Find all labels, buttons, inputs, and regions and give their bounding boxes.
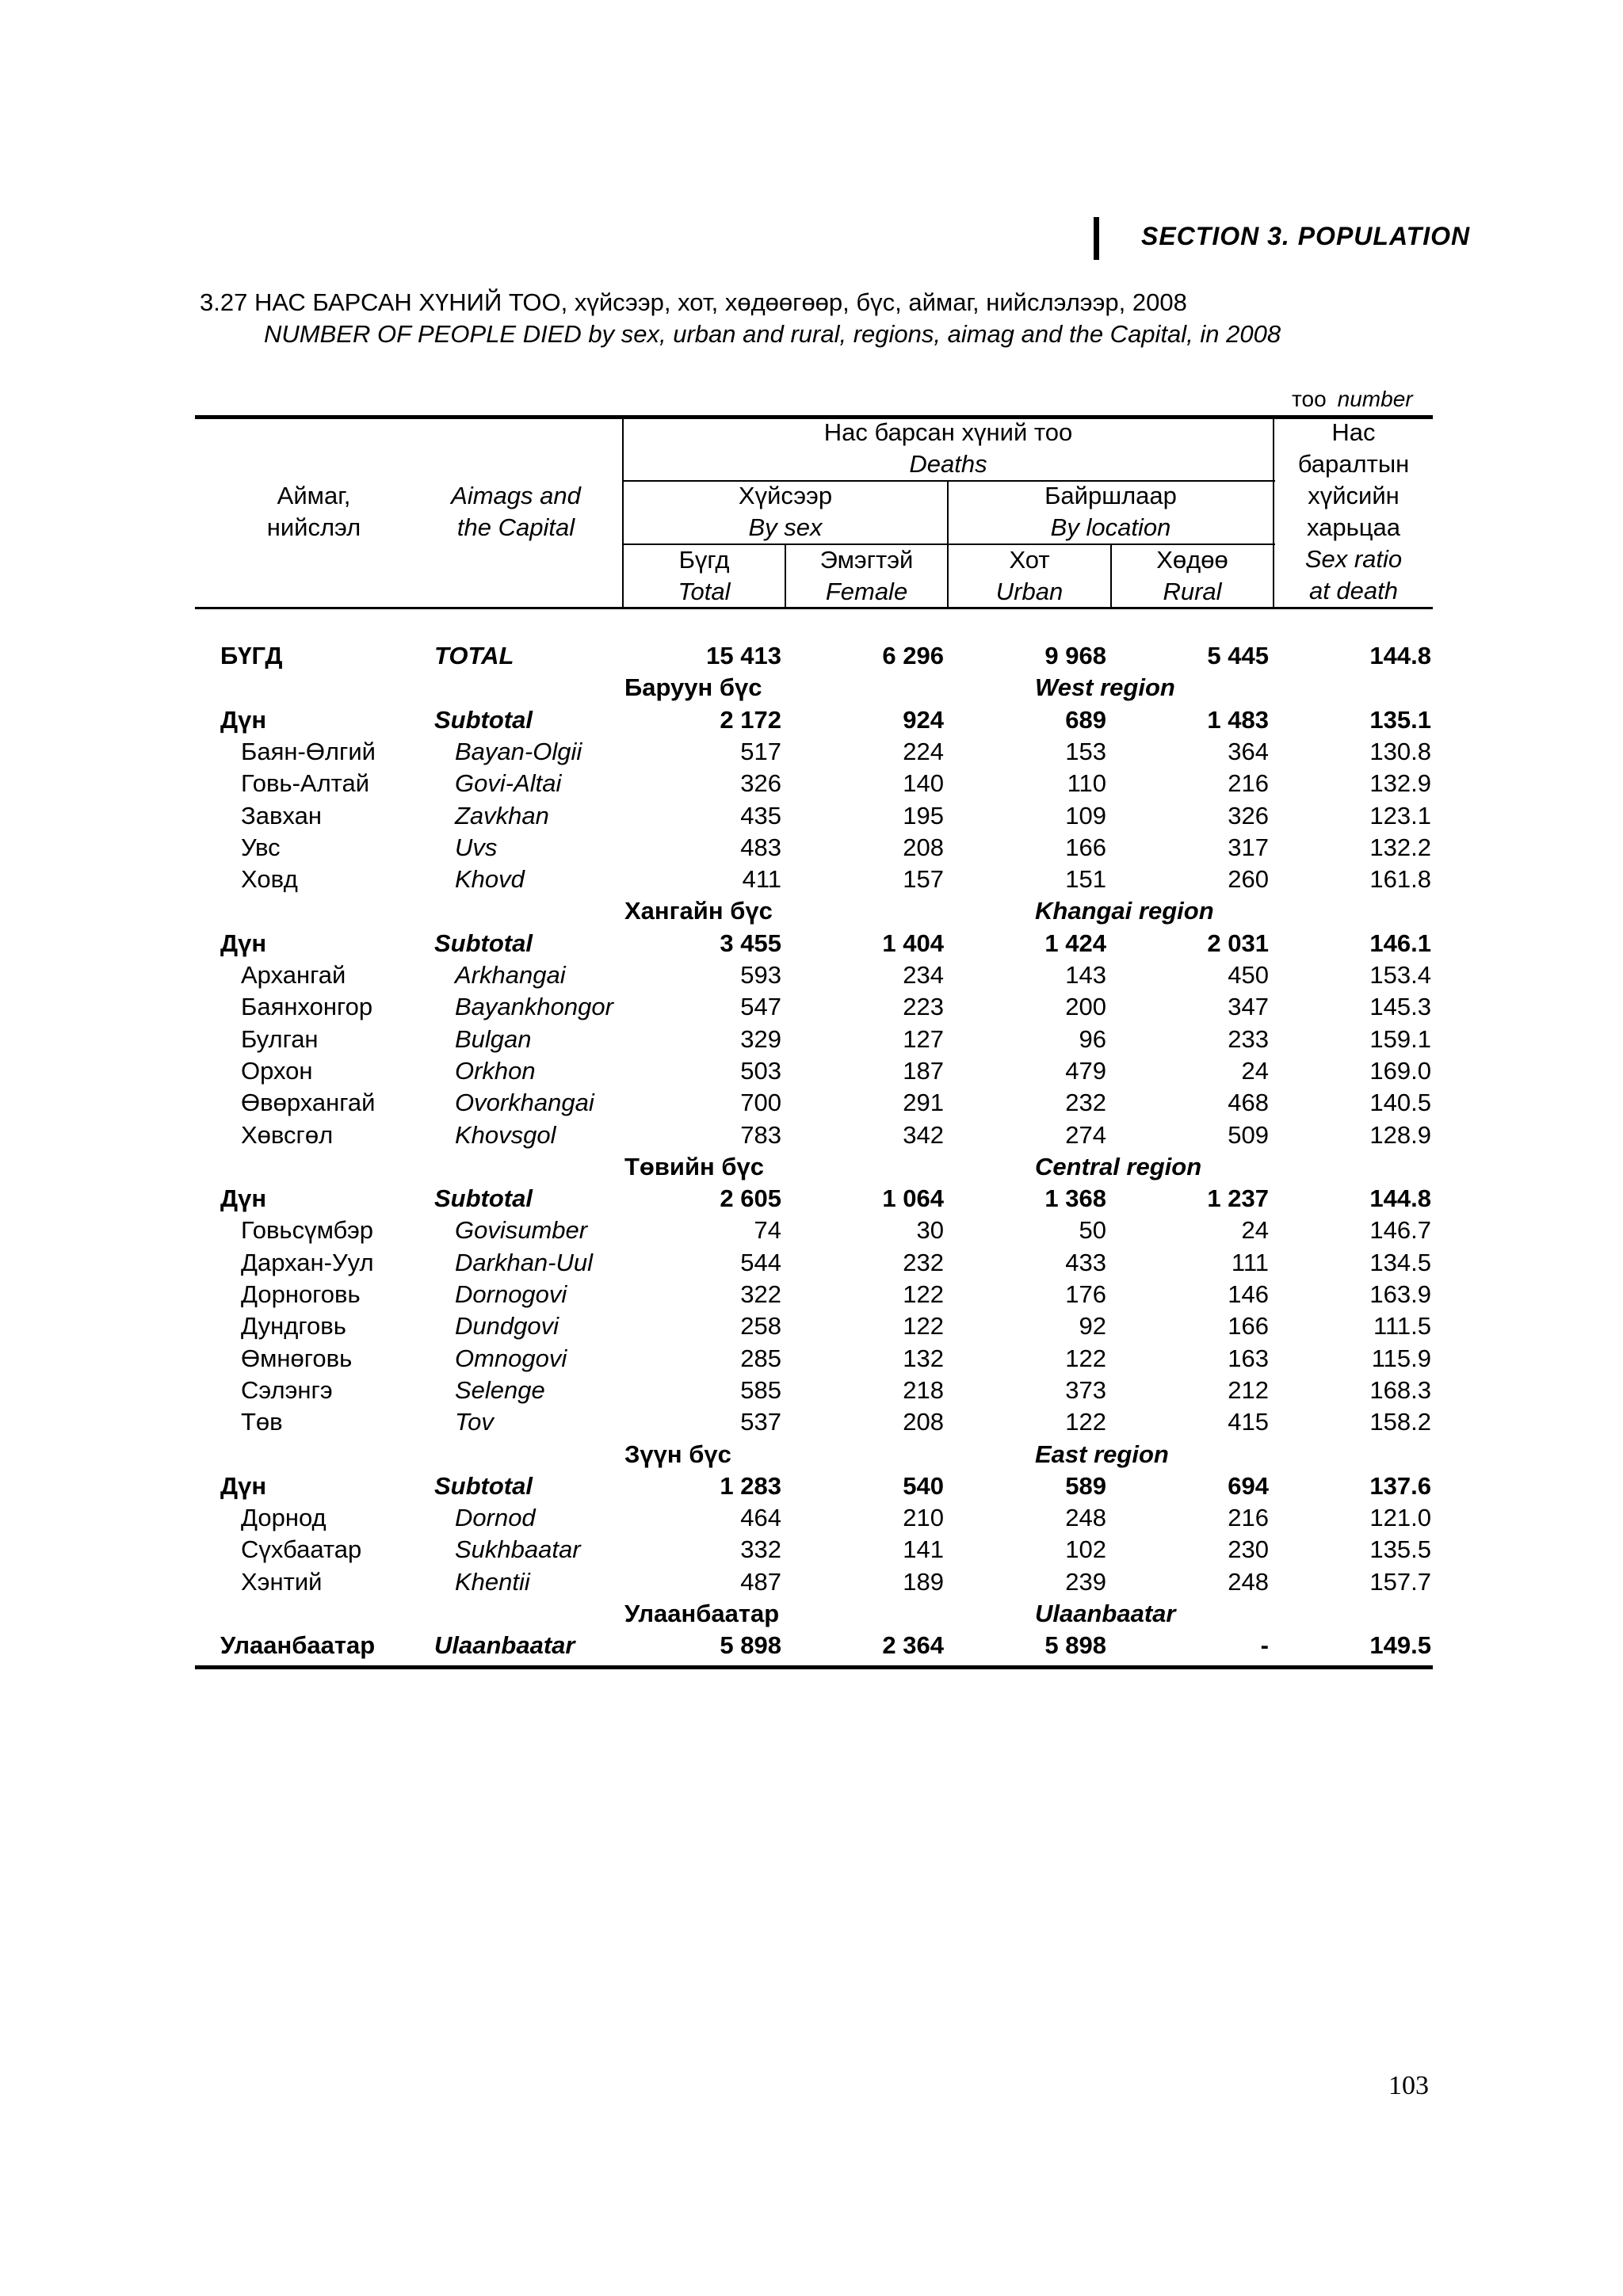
cell-ratio: 159.1 [1369, 1024, 1431, 1053]
cell-rural: 216 [1228, 1504, 1269, 1532]
cell-total: 74 [754, 1216, 781, 1245]
cell-rural: 326 [1228, 801, 1269, 830]
total-row [195, 640, 1433, 672]
table-row [195, 991, 1433, 1023]
cell-ratio: 146.7 [1369, 1216, 1431, 1245]
aimag-name-mn: Дорноговь [241, 1280, 361, 1308]
aimag-name-mn: Баян-Өлгий [241, 737, 376, 765]
cell-rural: 24 [1241, 1216, 1269, 1245]
byloc-header: Байршлаар By location [1044, 482, 1177, 541]
aimag-name-mn: Баянхонгор [241, 993, 373, 1021]
cell-female: 208 [903, 833, 944, 861]
aimag-name-mn: Дүн [220, 705, 267, 734]
cell-female: 141 [903, 1535, 944, 1564]
aimag-name-en: Khovsgol [455, 1120, 556, 1149]
aimag-name-en: Subtotal [434, 1471, 533, 1500]
table-row [195, 1279, 1433, 1310]
cell-ratio: 169.0 [1369, 1056, 1431, 1085]
cell-rural: 415 [1228, 1408, 1269, 1436]
cell-female: 140 [903, 769, 944, 798]
region-name-mn: Баруун бүс [624, 673, 762, 702]
cell-rural: 163 [1228, 1344, 1269, 1372]
cell-female: 195 [903, 801, 944, 830]
cell-total: 411 [742, 865, 781, 894]
cell-total: 435 [740, 801, 781, 830]
cell-female: 208 [903, 1408, 944, 1436]
table-row [195, 959, 1433, 991]
region-name-en: Central region [1035, 1152, 1202, 1180]
aimag-name-en: Subtotal [434, 705, 533, 734]
bysex-header: Хүйсээр By sex [738, 482, 833, 541]
unit-en: number [1337, 387, 1413, 411]
cell-rural: 2 031 [1207, 929, 1269, 957]
table-row [195, 864, 1433, 895]
aimag-name-mn: Сүхбаатар [241, 1535, 362, 1564]
region-name-en: Ulaanbaatar [1035, 1600, 1176, 1627]
cell-rural: 111 [1231, 1248, 1269, 1276]
cell-female: 291 [903, 1089, 944, 1117]
cell-rural: 694 [1228, 1471, 1269, 1500]
aimag-name-en: Govi-Altai [455, 769, 562, 798]
cell-female: 234 [903, 961, 944, 989]
cell-total: 326 [740, 769, 781, 798]
cell-urban: 433 [1065, 1248, 1106, 1276]
subtotal-row [195, 1183, 1433, 1215]
region-heading-row [195, 1439, 1433, 1470]
aimag-name-en: Ulaanbaatar [434, 1631, 575, 1660]
aimag-name-en: Dornogovi [455, 1280, 567, 1308]
cell-ratio: 111.5 [1373, 1312, 1431, 1341]
cell-rural: 233 [1228, 1024, 1269, 1053]
cell-total: 322 [740, 1280, 781, 1308]
aimag-name-en: Bayankhongor [455, 993, 613, 1021]
cell-total: 258 [740, 1312, 781, 1341]
section-header [1094, 217, 1471, 261]
aimag-mn-header: Аймаг, нийслэл [266, 482, 361, 541]
cell-female: 218 [903, 1375, 944, 1404]
cell-ratio: 140.5 [1369, 1089, 1431, 1117]
table-header [195, 415, 1433, 610]
aimag-name-mn: Архангай [241, 961, 346, 989]
cell-urban: 232 [1065, 1089, 1106, 1117]
region-name-mn: Зүүн бүс [624, 1440, 731, 1468]
aimag-name-en: Subtotal [434, 1184, 533, 1213]
aimag-name-mn: Дүн [220, 1184, 267, 1213]
cell-female: 30 [916, 1216, 944, 1245]
cell-ratio: 132.2 [1369, 833, 1431, 861]
unit-label [1292, 387, 1413, 412]
table-row [195, 1215, 1433, 1246]
cell-ratio: 128.9 [1369, 1120, 1431, 1149]
region-name-en: Khangai region [1035, 897, 1214, 925]
table-row [195, 736, 1433, 768]
cell-rural: 248 [1228, 1567, 1269, 1596]
cell-female: 1 064 [882, 1184, 944, 1213]
aimag-name-mn: Хэнтий [241, 1567, 323, 1596]
aimag-name-mn: Хөвсгөл [241, 1120, 334, 1149]
cell-female: 122 [903, 1312, 944, 1341]
female-header: Эмэгтэй Female [819, 546, 914, 605]
table-row [195, 1055, 1433, 1087]
cell-rural: 364 [1228, 737, 1269, 765]
cell-ratio: 163.9 [1369, 1280, 1431, 1308]
table-row [195, 1375, 1433, 1406]
aimag-name-mn: Дүн [220, 929, 267, 957]
cell-ratio: 134.5 [1369, 1248, 1431, 1276]
cell-female: 157 [903, 865, 944, 894]
cell-urban: 1 424 [1044, 929, 1106, 957]
cell-rural: 468 [1228, 1089, 1269, 1117]
cell-rural: 347 [1228, 993, 1269, 1021]
aimag-name-mn: Говьсүмбэр [241, 1216, 374, 1245]
cell-total: 503 [740, 1056, 781, 1085]
aimag-name-en: Khentii [455, 1567, 530, 1596]
region-name-en: West region [1035, 673, 1175, 702]
table-row [195, 1024, 1433, 1055]
cell-rural: 5 445 [1207, 642, 1269, 669]
cell-female: 127 [903, 1024, 944, 1053]
cell-urban: 589 [1065, 1471, 1106, 1500]
aimag-name-en: Ovorkhangai [455, 1089, 594, 1117]
cell-rural: 260 [1228, 865, 1269, 894]
cell-urban: 1 368 [1044, 1184, 1106, 1213]
cell-female: 540 [903, 1471, 944, 1500]
table-row [195, 1534, 1433, 1566]
aimag-name-en: Uvs [455, 833, 498, 861]
table-row [195, 1502, 1433, 1534]
table-row [195, 832, 1433, 864]
aimag-name-mn: Дархан-Уул [241, 1248, 374, 1276]
cell-urban: 109 [1065, 801, 1106, 830]
cell-urban: 5 898 [1044, 1631, 1106, 1660]
cell-female: 210 [903, 1504, 944, 1532]
cell-total: 487 [740, 1567, 781, 1596]
cell-ratio: 146.1 [1369, 929, 1431, 957]
rural-header: Хөдөө Rural [1156, 546, 1228, 605]
cell-female: 1 404 [882, 929, 944, 957]
ratio-header: Нас баралтын хүйсийн харьцаа Sex ratio at death [1297, 418, 1410, 605]
page-number: 103 [1388, 2071, 1429, 2100]
table-title-en: NUMBER OF PEOPLE DIED by sex, urban and rural, regions, aimag and the Capital, in 2008 [264, 320, 1281, 348]
cell-ratio: 115.9 [1371, 1344, 1431, 1372]
cell-female: 224 [903, 737, 944, 765]
cell-urban: 102 [1065, 1535, 1106, 1564]
aimag-name-en: Khovd [455, 865, 525, 894]
cell-total: 1 283 [720, 1471, 781, 1500]
cell-urban: 110 [1067, 769, 1106, 798]
aimag-name-mn: Улаанбаатар [220, 1631, 376, 1660]
aimag-name-mn: Дорнод [241, 1504, 327, 1532]
cell-rural: 216 [1228, 769, 1269, 798]
cell-female: 2 364 [882, 1631, 944, 1660]
cell-female: 924 [903, 705, 944, 734]
aimag-name-mn: Төв [241, 1408, 283, 1436]
cell-rural: 509 [1228, 1120, 1269, 1149]
cell-urban: 122 [1065, 1408, 1106, 1436]
subtotal-row [195, 928, 1433, 959]
cell-ratio: 123.1 [1369, 801, 1431, 830]
cell-ratio: 121.0 [1369, 1504, 1431, 1532]
cell-female: 232 [903, 1248, 944, 1276]
section-title: SECTION 3. POPULATION [1141, 222, 1471, 250]
aimag-name-mn: Булган [241, 1024, 319, 1053]
cell-urban: 689 [1065, 705, 1106, 734]
cell-ratio: 130.8 [1369, 737, 1431, 765]
unit-mn: тоо [1292, 387, 1327, 411]
cell-urban: 153 [1065, 737, 1106, 765]
cell-urban: 274 [1065, 1120, 1106, 1149]
table-bottom-rule [195, 1665, 1433, 1669]
cell-urban: 9 968 [1044, 642, 1106, 669]
cell-total: 483 [740, 833, 781, 861]
cell-female: 132 [903, 1344, 944, 1372]
cell-rural: 230 [1228, 1535, 1269, 1564]
deaths-header: Нас барсан хүний тоо Deaths [823, 418, 1073, 478]
table-row [195, 1119, 1433, 1151]
cell-total: 464 [740, 1504, 781, 1532]
cell-total: 783 [740, 1120, 781, 1149]
cell-rural: 317 [1228, 833, 1269, 861]
subtotal-row [195, 704, 1433, 736]
cell-ratio: 161.8 [1369, 865, 1431, 894]
table-row [195, 800, 1433, 832]
urban-header: Хот Urban [995, 546, 1064, 605]
aimag-name-en: Dundgovi [455, 1312, 559, 1341]
cell-female: 122 [903, 1280, 944, 1308]
cell-total: 593 [740, 961, 781, 989]
cell-ratio: 137.6 [1369, 1471, 1431, 1500]
cell-rural: 212 [1228, 1375, 1269, 1404]
cell-total: 329 [740, 1024, 781, 1053]
cell-rural: 450 [1228, 961, 1269, 989]
table-row [195, 768, 1433, 799]
aimag-name-en: Subtotal [434, 929, 533, 957]
cell-ratio: 145.3 [1369, 993, 1431, 1021]
cell-urban: 166 [1065, 833, 1106, 861]
cell-urban: 92 [1079, 1312, 1106, 1341]
cell-urban: 96 [1079, 1024, 1106, 1053]
aimag-name-mn: Дундговь [241, 1312, 346, 1341]
aimag-name-en: Bayan-Olgii [455, 737, 582, 765]
cell-female: 223 [903, 993, 944, 1021]
aimag-name-en: Darkhan-Uul [455, 1248, 594, 1276]
aimag-name-en: Omnogovi [455, 1344, 567, 1372]
region-name-en: East region [1035, 1440, 1169, 1468]
table-title-mn: 3.27 НАС БАРСАН ХҮНИЙ ТОО, хүйсээр, хот, хөдөөгөөр, бүс, аймаг, нийслэлээр, 2008 [200, 288, 1187, 316]
aimag-name-mn: Орхон [241, 1056, 313, 1085]
aimag-name-mn: Увс [241, 833, 281, 861]
cell-total: 517 [740, 737, 781, 765]
cell-urban: 176 [1065, 1280, 1106, 1308]
aimag-name-mn: БҮГД [220, 642, 283, 669]
cell-female: 187 [903, 1056, 944, 1085]
table-row [195, 1087, 1433, 1119]
aimag-name-mn: Өмнөговь [241, 1344, 353, 1372]
aimag-name-en: Bulgan [455, 1024, 532, 1053]
aimag-name-mn: Завхан [241, 801, 322, 830]
aimag-name-en: Govisumber [455, 1216, 588, 1245]
subtotal-row [195, 1630, 1433, 1661]
cell-ratio: 132.9 [1369, 769, 1431, 798]
cell-urban: 122 [1065, 1344, 1106, 1372]
cell-female: 6 296 [882, 642, 944, 669]
cell-total: 5 898 [720, 1631, 781, 1660]
cell-ratio: 144.8 [1369, 642, 1431, 669]
cell-total: 700 [740, 1089, 781, 1117]
cell-total: 3 455 [720, 929, 781, 957]
cell-rural: - [1260, 1631, 1269, 1660]
aimag-name-en: Tov [455, 1408, 494, 1436]
cell-total: 285 [740, 1344, 781, 1372]
cell-total: 332 [740, 1535, 781, 1564]
cell-total: 2 605 [720, 1184, 781, 1213]
region-name-mn: Улаанбаатар [624, 1600, 780, 1627]
cell-female: 342 [903, 1120, 944, 1149]
cell-total: 544 [740, 1248, 781, 1276]
aimag-name-en: Arkhangai [455, 961, 566, 989]
cell-urban: 373 [1065, 1375, 1106, 1404]
aimag-name-mn: Сэлэнгэ [241, 1375, 333, 1404]
cell-rural: 166 [1228, 1312, 1269, 1341]
total-header: Бүгд Total [678, 546, 731, 605]
aimag-name-mn: Дүн [220, 1471, 267, 1500]
aimag-name-en: TOTAL [434, 642, 514, 669]
aimag-name-mn: Говь-Алтай [241, 769, 370, 798]
cell-urban: 143 [1065, 961, 1106, 989]
cell-total: 15 413 [706, 642, 781, 669]
cell-total: 585 [740, 1375, 781, 1404]
aimag-name-en: Orkhon [455, 1056, 536, 1085]
aimag-name-mn: Ховд [241, 865, 298, 894]
cell-ratio: 135.5 [1369, 1535, 1431, 1564]
aimag-en-header: Aimags and the Capital [451, 482, 581, 541]
cell-urban: 239 [1065, 1567, 1106, 1596]
region-heading-row [195, 1598, 1433, 1630]
table-row [195, 1406, 1433, 1438]
region-heading-row [195, 895, 1433, 927]
aimag-name-en: Dornod [455, 1504, 536, 1532]
table-row [195, 1310, 1433, 1342]
aimag-name-en: Sukhbaatar [455, 1535, 581, 1564]
cell-ratio: 149.5 [1369, 1631, 1431, 1660]
cell-urban: 50 [1079, 1216, 1106, 1245]
subtotal-row [195, 1470, 1433, 1502]
cell-ratio: 153.4 [1369, 961, 1431, 989]
table-body [195, 640, 1433, 1670]
region-name-mn: Хангайн бүс [624, 897, 773, 925]
cell-urban: 200 [1065, 993, 1106, 1021]
table-row [195, 1247, 1433, 1279]
cell-ratio: 135.1 [1369, 705, 1431, 734]
cell-ratio: 158.2 [1369, 1408, 1431, 1436]
cell-rural: 146 [1228, 1280, 1269, 1308]
aimag-name-mn: Өвөрхангай [241, 1089, 376, 1117]
cell-total: 547 [740, 993, 781, 1021]
table-row [195, 1566, 1433, 1598]
region-name-mn: Төвийн бүс [624, 1152, 765, 1180]
cell-urban: 151 [1065, 865, 1106, 894]
cell-rural: 24 [1241, 1056, 1269, 1085]
region-heading-row [195, 672, 1433, 704]
section-bar [1094, 217, 1099, 260]
cell-urban: 248 [1065, 1504, 1106, 1532]
table-row [195, 1343, 1433, 1375]
cell-total: 537 [740, 1408, 781, 1436]
aimag-name-en: Selenge [455, 1375, 545, 1404]
cell-ratio: 157.7 [1369, 1567, 1431, 1596]
cell-urban: 479 [1065, 1056, 1106, 1085]
region-heading-row [195, 1151, 1433, 1183]
cell-rural: 1 237 [1207, 1184, 1269, 1213]
cell-total: 2 172 [720, 705, 781, 734]
cell-ratio: 144.8 [1369, 1184, 1431, 1213]
aimag-name-en: Zavkhan [455, 801, 549, 830]
cell-rural: 1 483 [1207, 705, 1269, 734]
cell-ratio: 168.3 [1369, 1375, 1431, 1404]
cell-female: 189 [903, 1567, 944, 1596]
